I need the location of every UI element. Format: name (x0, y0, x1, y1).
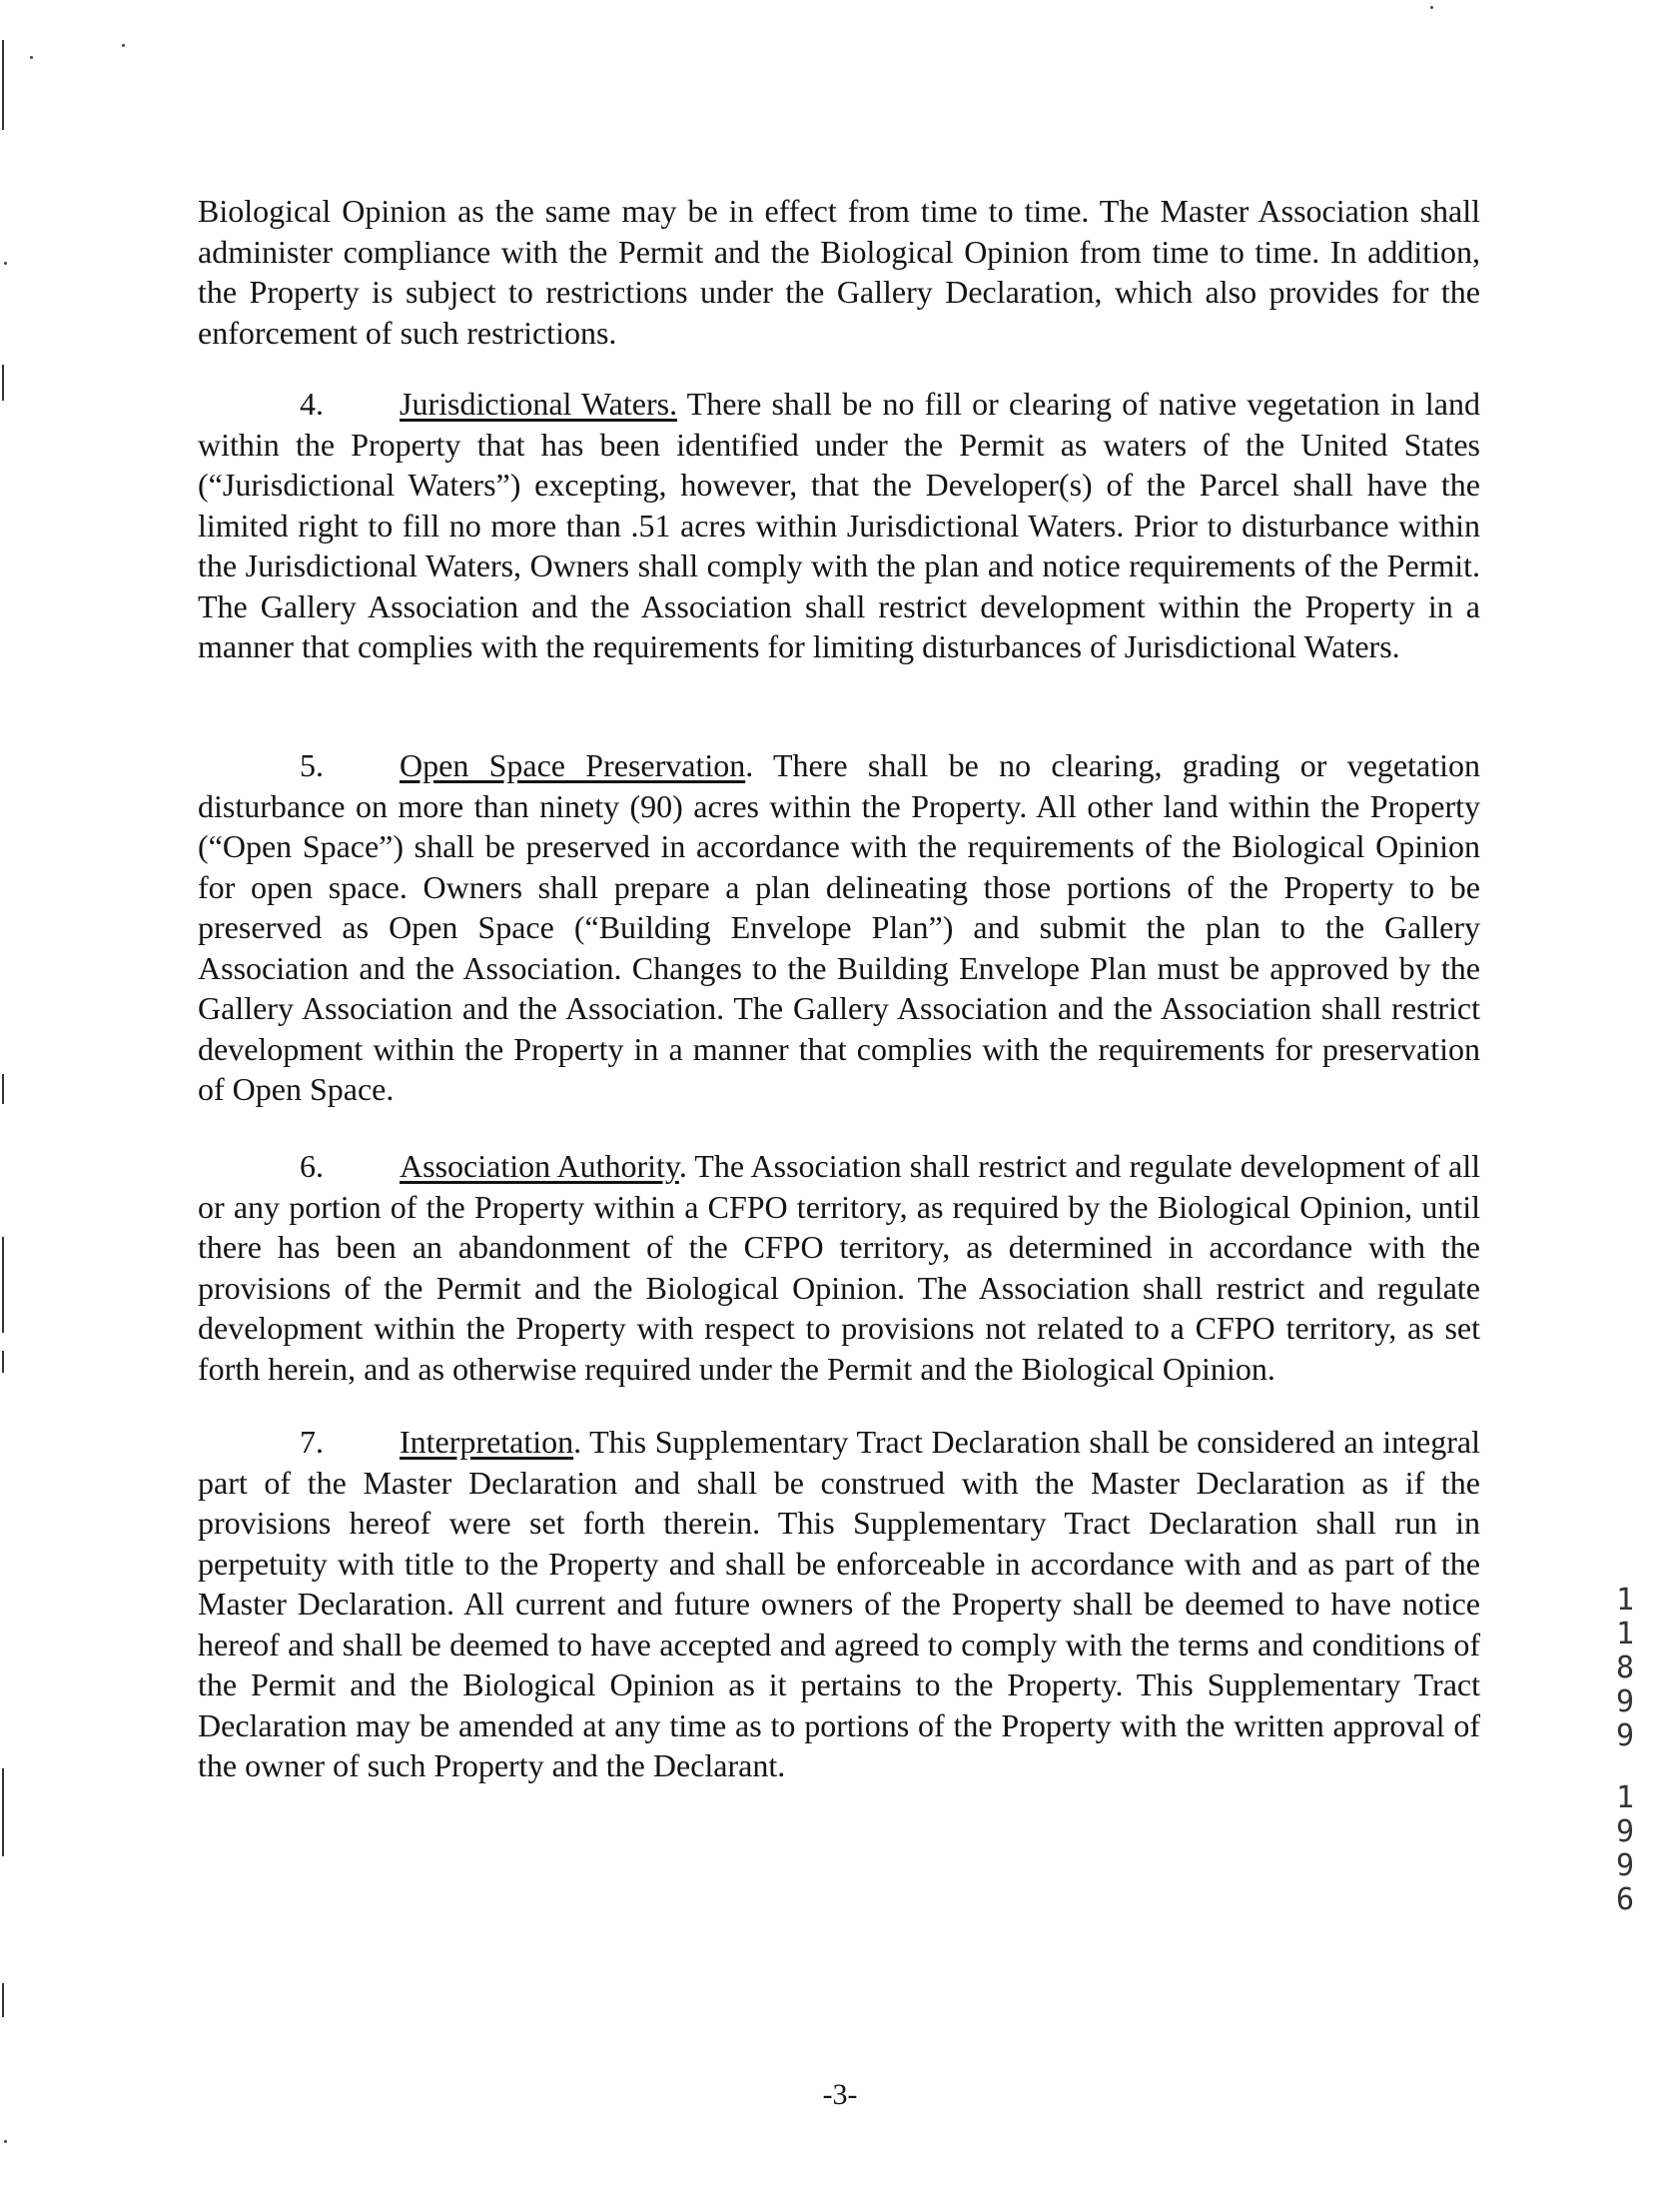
scan-artifact (2, 365, 4, 401)
section-text: . There shall be no clearing, grading or vegetation disturbance on more than ninety (90) acres within the Property. All other land within the Property (“Open Space”) shall be preserved in accordance with the requirements of the Biological Opinion for open space. Owners shall prepare a plan delineating those portions of the Property to be preserved as Open Space (“Building Envelope Plan”) and submit the plan to the Gallery Association and the Association. Changes to the Building Envelope Plan must be approved by the Gallery Association and the Association. The Gallery Association and the Association shall restrict development within the Property in a manner that complies with the requirements for preservation of Open Space. (198, 747, 1481, 1107)
section-heading: Interpretation (400, 1424, 574, 1460)
section-7 (198, 1422, 1480, 1786)
section-6 (198, 1146, 1480, 1389)
scan-artifact (2, 1074, 4, 1104)
intro-paragraph: Biological Opinion as the same may be in effect from time to time. The Master Association shall administer compliance with the Permit and the Biological Opinion from time to time. In addition, the Property is subject to restrictions under the Gallery Declaration, which also provides for the enforcement of such restrictions. (198, 193, 1480, 351)
scan-artifact (1430, 6, 1433, 9)
section-number: 5. (300, 747, 324, 783)
scan-artifact (4, 2140, 7, 2143)
scan-artifact (2, 1351, 4, 1373)
scan-artifact (30, 56, 33, 59)
section-text: There shall be no fill or clearing of native vegetation in land within the Property that has been identified under the Permit as waters of the United States (“Jurisdictional Waters”) excepting, however, that the Developer(s) of the Parcel shall have the limited right to fill no more than .51 acres within Jurisdictional Waters. Prior to disturbance within the Jurisdictional Waters, Owners shall comply with the plan and notice requirements of the Permit. The Gallery Association and the Association shall restrict development within the Property in a manner that complies with the requirements for limiting disturbances of Jurisdictional Waters. (198, 386, 1481, 664)
stamp-digit: 9 (1615, 1684, 1635, 1719)
scan-artifact (2, 1983, 4, 2017)
scan-artifact (2, 40, 4, 130)
section-number: 7. (300, 1424, 324, 1460)
section-5 (198, 745, 1480, 1110)
stamp-digit: 1 (1615, 1780, 1635, 1815)
section-text: . The Association shall restrict and regulate development of all or any portion of the Property within a CFPO territory, as required by the Biological Opinion, until there has been an abandonment of the CFPO territory, as determined in accordance with the provisions of the Permit and the Biological Opinion. The Association shall restrict and regulate development within the Property with respect to provisions not related to a CFPO territory, as set forth herein, and as otherwise required under the Permit and the Biological Opinion. (198, 1148, 1481, 1387)
section-number: 6. (300, 1148, 324, 1184)
stamp-digit: 9 (1615, 1848, 1635, 1883)
scan-artifact (122, 44, 125, 47)
section-heading: Open Space Preservation (400, 747, 746, 783)
stamp-digit: 6 (1615, 1882, 1635, 1917)
section-text: . This Supplementary Tract Declaration shall be considered an integral part of the Master Declaration and shall be construed with the Master Declaration as if the provisions hereof were set forth therein. This Supplementary Tract Declaration shall run in perpetuity with title to the Property and shall be enforceable in accordance with and as part of the Master Declaration. All current and future owners of the Property shall be deemed to have notice hereof and shall be deemed to have accepted and agreed to comply with the terms and conditions of the Permit and the Biological Opinion as it pertains to the Property. This Supplementary Tract Declaration may be amended at any time as to portions of the Property with the written approval of the owner of such Property and the Declarant. (198, 1424, 1480, 1783)
scan-artifact (2, 1768, 4, 1856)
page-number: -3- (822, 2078, 858, 2111)
section-4 (198, 384, 1480, 667)
section-number: 4. (300, 386, 324, 422)
stamp-digit: 1 (1615, 1617, 1635, 1652)
stamp-digit: 1 (1615, 1583, 1635, 1618)
section-heading: Jurisdictional Waters. (400, 386, 678, 422)
stamp-digit: 9 (1615, 1718, 1635, 1753)
scan-artifact (4, 262, 7, 265)
stamp-digit: 8 (1615, 1651, 1635, 1685)
recording-stamp (1612, 1584, 1638, 1917)
scan-artifact (2, 1237, 4, 1333)
section-heading: Association Authority (400, 1148, 679, 1184)
stamp-digit: 9 (1615, 1814, 1635, 1849)
